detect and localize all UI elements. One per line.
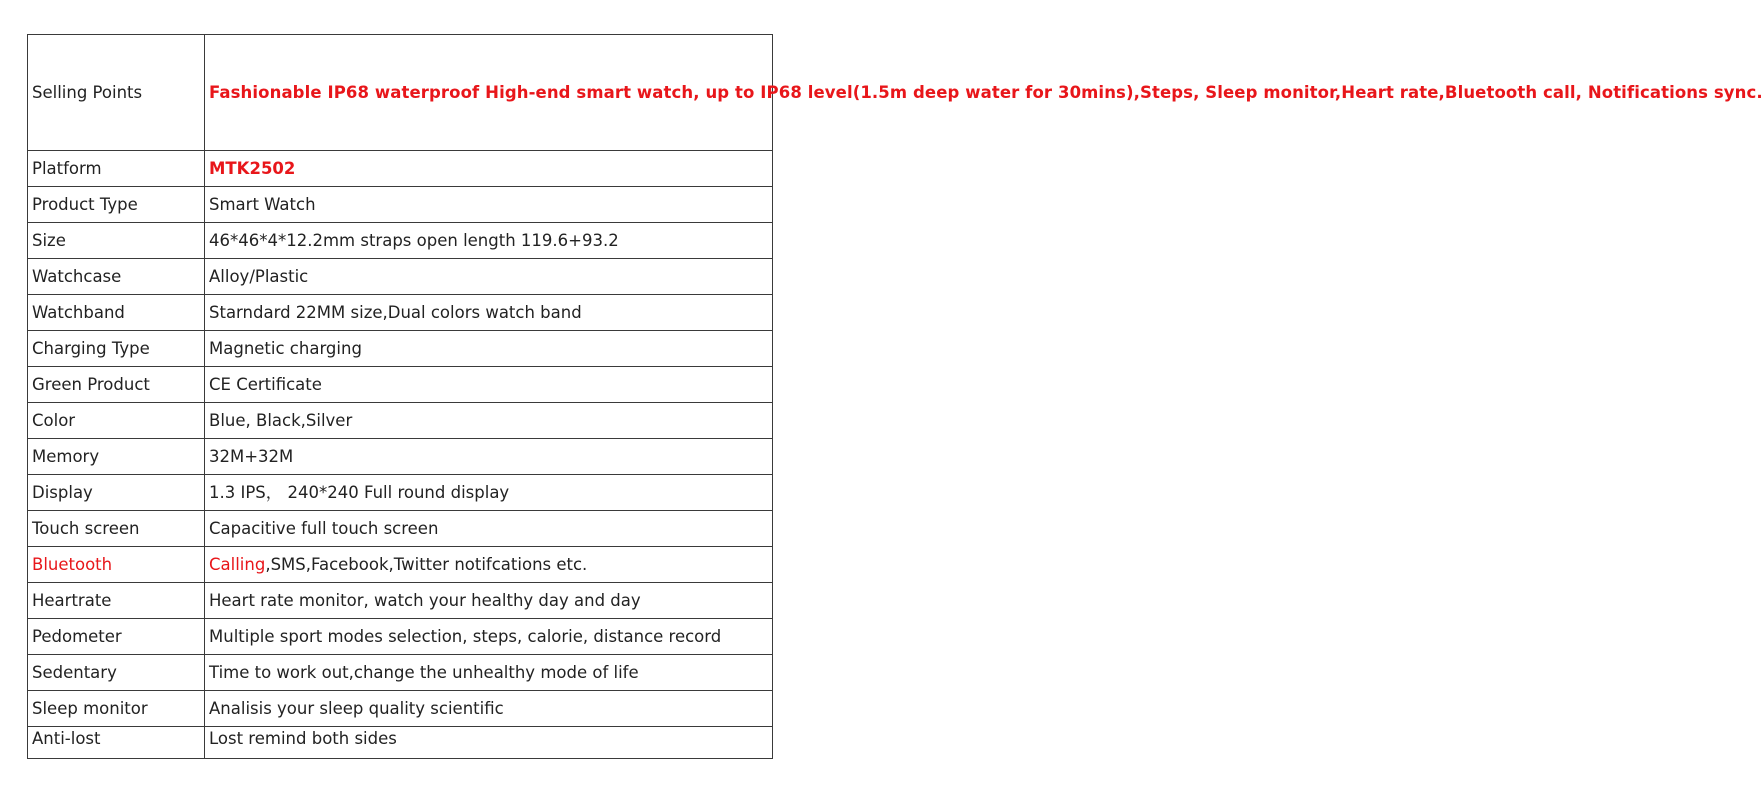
table-row-charging-type xyxy=(28,331,773,367)
spec-table xyxy=(27,34,1763,759)
row-label-green-product: Green Product xyxy=(28,367,205,403)
row-label-pedometer: Pedometer xyxy=(28,619,205,655)
row-value-heartrate: Heart rate monitor, watch your healthy day and day xyxy=(205,583,773,619)
row-label-heartrate: Heartrate xyxy=(28,583,205,619)
row-label-charging-type: Charging Type xyxy=(28,331,205,367)
row-label-watchband: Watchband xyxy=(28,295,205,331)
row-value-anti-lost: Lost remind both sides xyxy=(205,727,773,759)
row-value-product-type: Smart Watch xyxy=(205,187,773,223)
row-value-platform xyxy=(205,151,773,187)
row-value-pedometer: Multiple sport modes selection, steps, calorie, distance record xyxy=(205,619,773,655)
row-label-display: Display xyxy=(28,475,205,511)
bluetooth-calling-text: Calling xyxy=(209,554,266,574)
table-row-watchband xyxy=(28,295,773,331)
row-label-sleep-monitor: Sleep monitor xyxy=(28,691,205,727)
row-label-memory: Memory xyxy=(28,439,205,475)
row-value-sedentary: Time to work out,change the unhealthy mode of life xyxy=(205,655,773,691)
row-label-anti-lost: Anti-lost xyxy=(28,727,205,759)
row-value-sleep-monitor: Analisis your sleep quality scientific xyxy=(205,691,773,727)
row-value-memory: 32M+32M xyxy=(205,439,773,475)
row-label-size: Size xyxy=(28,223,205,259)
table-row-display xyxy=(28,475,773,511)
row-label-product-type: Product Type xyxy=(28,187,205,223)
row-value-bluetooth xyxy=(205,547,773,583)
row-value-size: 46*46*4*12.2mm straps open length 119.6+93.2 xyxy=(205,223,773,259)
table-row-selling-points xyxy=(28,35,773,151)
row-value-touch-screen: Capacitive full touch screen xyxy=(205,511,773,547)
row-value-charging-type: Magnetic charging xyxy=(205,331,773,367)
table-row-size xyxy=(28,223,773,259)
bluetooth-rest-text: ,SMS,Facebook,Twitter notifcations etc. xyxy=(265,554,588,574)
row-value-watchband: Starndard 22MM size,Dual colors watch band xyxy=(205,295,773,331)
row-label-touch-screen: Touch screen xyxy=(28,511,205,547)
table-row-green-product xyxy=(28,367,773,403)
table-row-anti-lost xyxy=(28,727,773,759)
row-label-selling-points: Selling Points xyxy=(28,35,205,151)
table-row-bluetooth xyxy=(28,547,773,583)
table-row-sedentary xyxy=(28,655,773,691)
row-value-green-product: CE Certificate xyxy=(205,367,773,403)
table-row-watchcase xyxy=(28,259,773,295)
row-label-sedentary: Sedentary xyxy=(28,655,205,691)
table-row-memory xyxy=(28,439,773,475)
table-row-touch-screen xyxy=(28,511,773,547)
row-value-display: 1.3 IPS， 240*240 Full round display xyxy=(205,475,773,511)
row-value-color: Blue, Black,Silver xyxy=(205,403,773,439)
row-value-watchcase: Alloy/Plastic xyxy=(205,259,773,295)
table-row-sleep-monitor xyxy=(28,691,773,727)
table-row-platform xyxy=(28,151,773,187)
row-label-watchcase: Watchcase xyxy=(28,259,205,295)
table-row-product-type xyxy=(28,187,773,223)
row-value-selling-points: Fashionable IP68 waterproof High-end smart watch, up to IP68 level(1.5m deep water for 30mins),Steps, Sleep monitor,Heart rate,Bluetooth call, Notifications sync. xyxy=(205,35,773,151)
table-row-color xyxy=(28,403,773,439)
table-row-pedometer xyxy=(28,619,773,655)
row-label-color: Color xyxy=(28,403,205,439)
platform-value-text: MTK2502 xyxy=(209,158,296,178)
row-label-bluetooth: Bluetooth xyxy=(28,547,205,583)
table-row-heartrate xyxy=(28,583,773,619)
row-label-platform: Platform xyxy=(28,151,205,187)
